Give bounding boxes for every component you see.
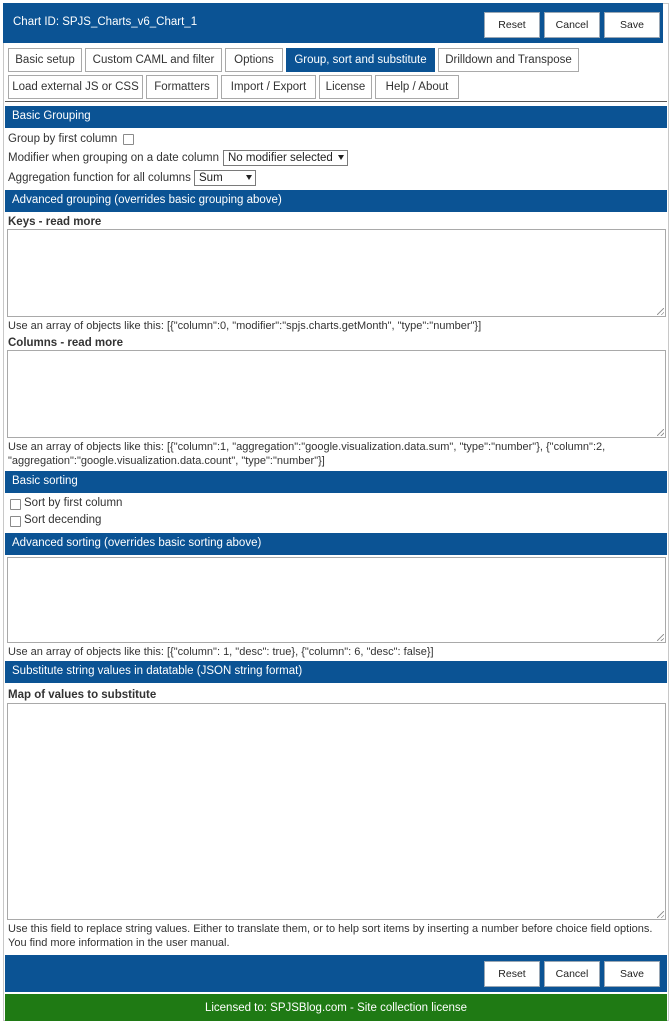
- sort-first-checkbox[interactable]: [10, 499, 21, 510]
- tab-help-about[interactable]: Help / About: [375, 75, 459, 99]
- tab-custom-caml-filter[interactable]: Custom CAML and filter: [85, 48, 222, 72]
- save-button[interactable]: Save: [604, 12, 660, 38]
- columns-label: [8, 337, 123, 349]
- sort-desc-label: Sort decending: [24, 514, 102, 526]
- aggregation-select[interactable]: [194, 170, 256, 186]
- modifier-label: Modifier when grouping on a date column: [8, 152, 219, 164]
- aggregation-select-value: Sum: [199, 172, 223, 184]
- keys-read-more-link[interactable]: read more: [45, 216, 102, 228]
- resize-grip-icon[interactable]: [657, 429, 664, 436]
- license-banner: Licensed to: SPJSBlog.com - Site collection license: [5, 994, 667, 1021]
- sort-first-label: Sort by first column: [24, 497, 123, 509]
- columns-textarea[interactable]: [7, 350, 666, 438]
- columns-label-text: Columns -: [8, 337, 68, 349]
- columns-hint: Use an array of objects like this: [{"column":1, "aggregation":"google.visualization.data.sum", "type":"number"}, {"column":2, "aggregation":"google.visualization.data.count", "type":"number"}]: [8, 441, 606, 467]
- aggregation-label: Aggregation function for all columns: [8, 172, 191, 184]
- keys-textarea[interactable]: [7, 229, 666, 317]
- advanced-sorting-hint: Use an array of objects like this: [{"column": 1, "desc": true}, {"column": 6, "desc": false}]: [8, 646, 434, 658]
- cancel-button[interactable]: Cancel: [544, 961, 600, 987]
- keys-label: [8, 216, 101, 228]
- section-basic-grouping: Basic Grouping: [5, 106, 667, 128]
- section-substitute: Substitute string values in datatable (JSON string format): [5, 661, 667, 683]
- modifier-select[interactable]: [223, 150, 348, 166]
- advanced-sorting-textarea[interactable]: [7, 557, 666, 643]
- keys-label-text: Keys -: [8, 216, 46, 228]
- tab-group-sort-substitute[interactable]: Group, sort and substitute: [286, 48, 435, 72]
- group-by-first-checkbox[interactable]: [123, 134, 134, 145]
- reset-button[interactable]: Reset: [484, 961, 540, 987]
- tab-basic-setup[interactable]: Basic setup: [8, 48, 82, 72]
- chevron-down-icon: [246, 175, 252, 180]
- tab-formatters[interactable]: Formatters: [146, 75, 218, 99]
- section-advanced-grouping: Advanced grouping (overrides basic grouping above): [5, 190, 667, 212]
- chart-id-title: Chart ID: SPJS_Charts_v6_Chart_1: [13, 16, 198, 28]
- reset-button[interactable]: Reset: [484, 12, 540, 38]
- chevron-down-icon: [338, 155, 344, 160]
- substitute-hint: Use this field to replace string values. Either to translate them, or to help sort items by inserting a number before choice field options. You find more information in the user manual.: [8, 923, 653, 949]
- tab-import-export[interactable]: Import / Export: [221, 75, 316, 99]
- section-basic-sorting: Basic sorting: [5, 471, 667, 493]
- section-advanced-sorting: Advanced sorting (overrides basic sorting above): [5, 533, 667, 555]
- sort-desc-checkbox[interactable]: [10, 516, 21, 527]
- resize-grip-icon[interactable]: [657, 308, 664, 315]
- tabs-divider: [5, 101, 667, 102]
- tab-load-external[interactable]: Load external JS or CSS: [8, 75, 143, 99]
- cancel-button[interactable]: Cancel: [544, 12, 600, 38]
- substitute-textarea[interactable]: [7, 703, 666, 920]
- map-values-label: Map of values to substitute: [8, 689, 157, 701]
- columns-read-more-link[interactable]: read more: [67, 337, 124, 349]
- resize-grip-icon[interactable]: [657, 911, 664, 918]
- group-by-first-label: Group by first column: [8, 133, 118, 145]
- tab-license[interactable]: License: [319, 75, 372, 99]
- save-button[interactable]: Save: [604, 961, 660, 987]
- keys-hint: Use an array of objects like this: [{"column":0, "modifier":"spjs.charts.getMonth", "type":"number"}]: [8, 320, 482, 332]
- tab-drilldown-transpose[interactable]: Drilldown and Transpose: [438, 48, 579, 72]
- tab-options[interactable]: Options: [225, 48, 283, 72]
- resize-grip-icon[interactable]: [657, 634, 664, 641]
- modifier-select-value: No modifier selected: [228, 152, 333, 164]
